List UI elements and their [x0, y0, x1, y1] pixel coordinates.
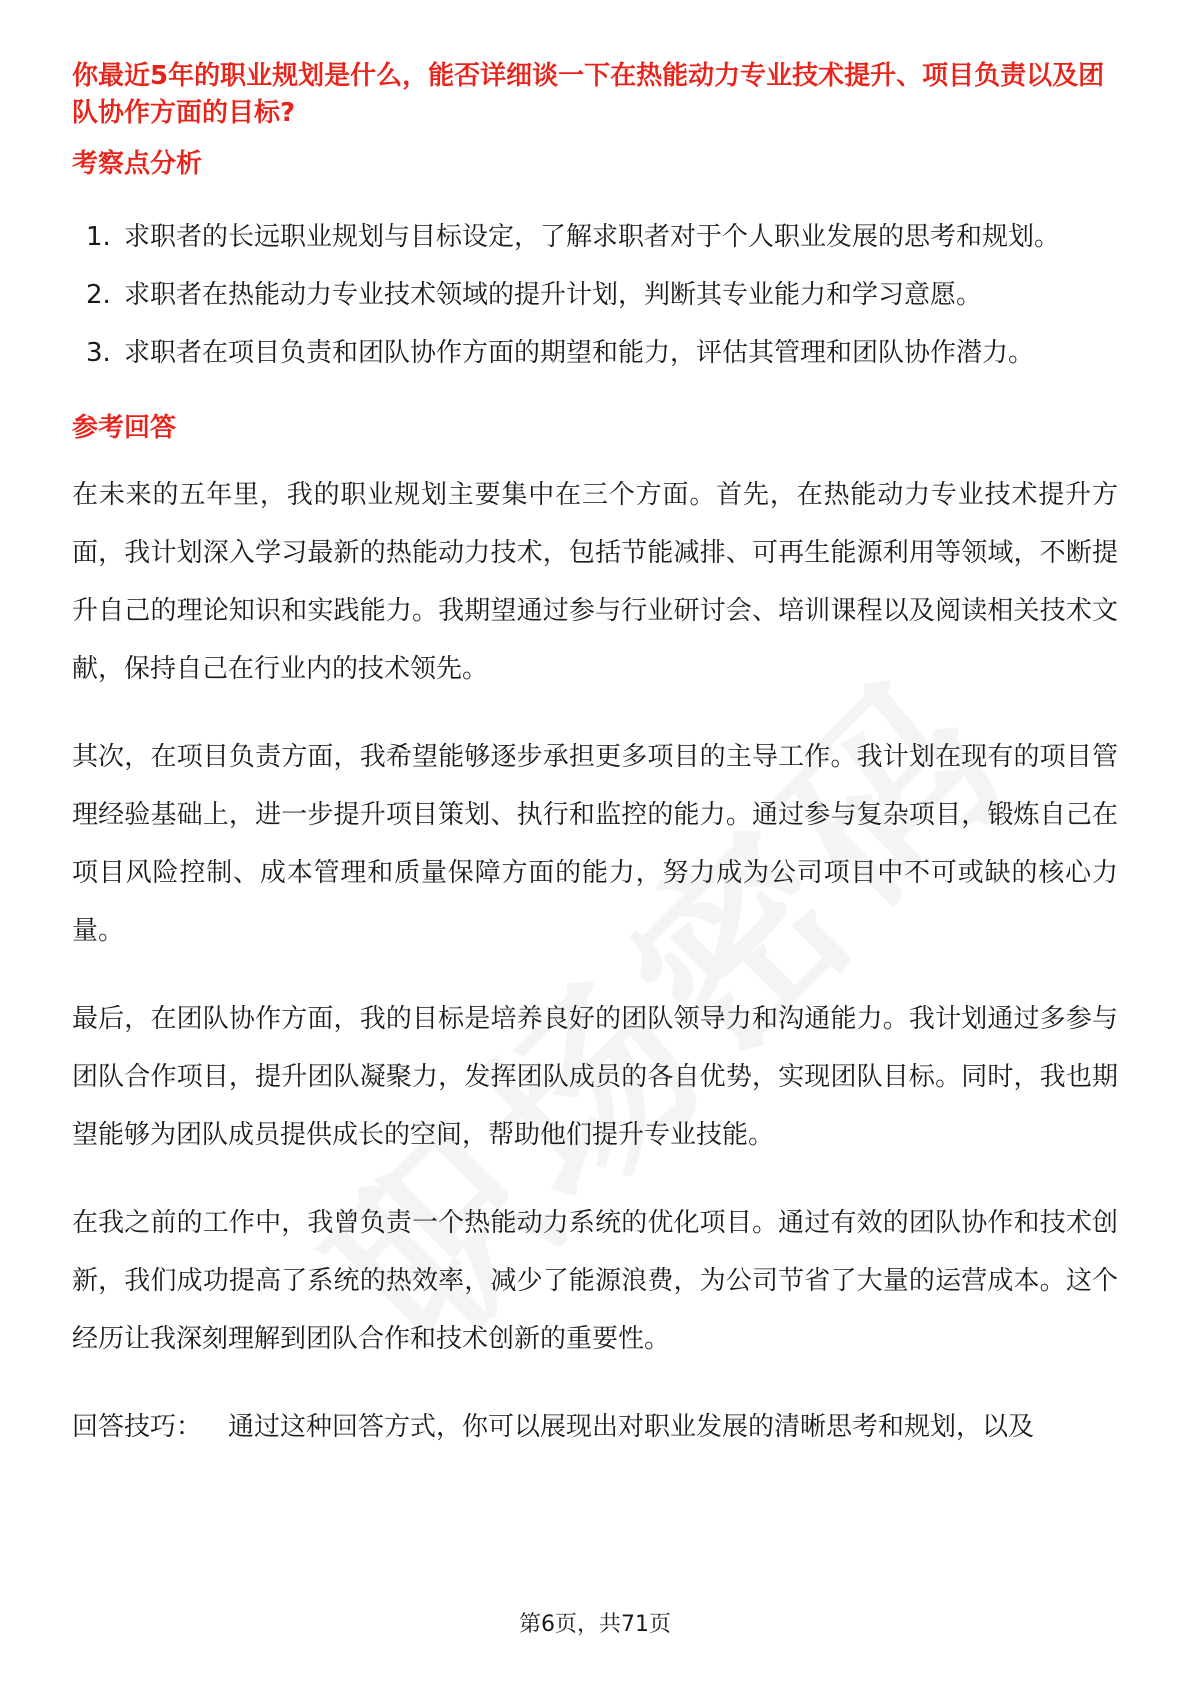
- tips-text: 通过这种回答方式，你可以展现出对职业发展的清晰思考和规划，以及: [228, 1412, 1035, 1442]
- answer-tips: [72, 1398, 1118, 1456]
- page-footer: 第6页，共71页: [519, 1612, 671, 1637]
- question-title: 你最近5年的职业规划是什么，能否详细谈一下在热能动力专业技术提升、项目负责以及团队协作方面的目标?: [72, 61, 1105, 128]
- tips-label: 回答技巧：: [72, 1412, 203, 1442]
- answer-paragraph: 最后，在团队协作方面，我的目标是培养良好的团队领导力和沟通能力。我计划通过多参与团队合作项目，提升团队凝聚力，发挥团队成员的各自优势，实现团队目标。同时，我也期望能够为团队成员提供成长的空间，帮助他们提升专业技能。: [72, 1004, 1118, 1150]
- analysis-point-number: 2.: [86, 280, 111, 310]
- analysis-point-text: 求职者在项目负责和团队协作方面的期望和能力，评估其管理和团队协作潜力。: [124, 338, 1035, 368]
- analysis-point-text: 求职者的长远职业规划与目标设定，了解求职者对于个人职业发展的思考和规划。: [124, 222, 1061, 252]
- analysis-point: [72, 266, 1118, 324]
- answer-heading: 参考回答: [72, 413, 177, 443]
- analysis-point: [72, 324, 1118, 382]
- answer-paragraph: 在未来的五年里，我的职业规划主要集中在三个方面。首先，在热能动力专业技术提升方面，我计划深入学习最新的热能动力技术，包括节能减排、可再生能源利用等领域，不断提升自己的理论知识和实践能力。我期望通过参与行业研讨会、培训课程以及阅读相关技术文献，保持自己在行业内的技术领先。: [72, 480, 1118, 684]
- analysis-point-text: 求职者在热能动力专业技术领域的提升计划，判断其专业能力和学习意愿。: [124, 280, 983, 310]
- analysis-point-list: [72, 208, 1118, 382]
- analysis-heading: 考察点分析: [72, 149, 203, 179]
- document-content: [72, 58, 1118, 1456]
- analysis-point: [72, 208, 1118, 266]
- answer-paragraph: 其次，在项目负责方面，我希望能够逐步承担更多项目的主导工作。我计划在现有的项目管理经验基础上，进一步提升项目策划、执行和监控的能力。通过参与复杂项目，锻炼自己在项目风险控制、成本管理和质量保障方面的能力，努力成为公司项目中不可或缺的核心力量。: [72, 742, 1118, 946]
- analysis-point-number: 3.: [86, 338, 111, 368]
- analysis-point-number: 1.: [86, 222, 111, 252]
- answer-paragraph: 在我之前的工作中，我曾负责一个热能动力系统的优化项目。通过有效的团队协作和技术创新，我们成功提高了系统的热效率，减少了能源浪费，为公司节省了大量的运营成本。这个经历让我深刻理解到团队合作和技术创新的重要性。: [72, 1208, 1118, 1354]
